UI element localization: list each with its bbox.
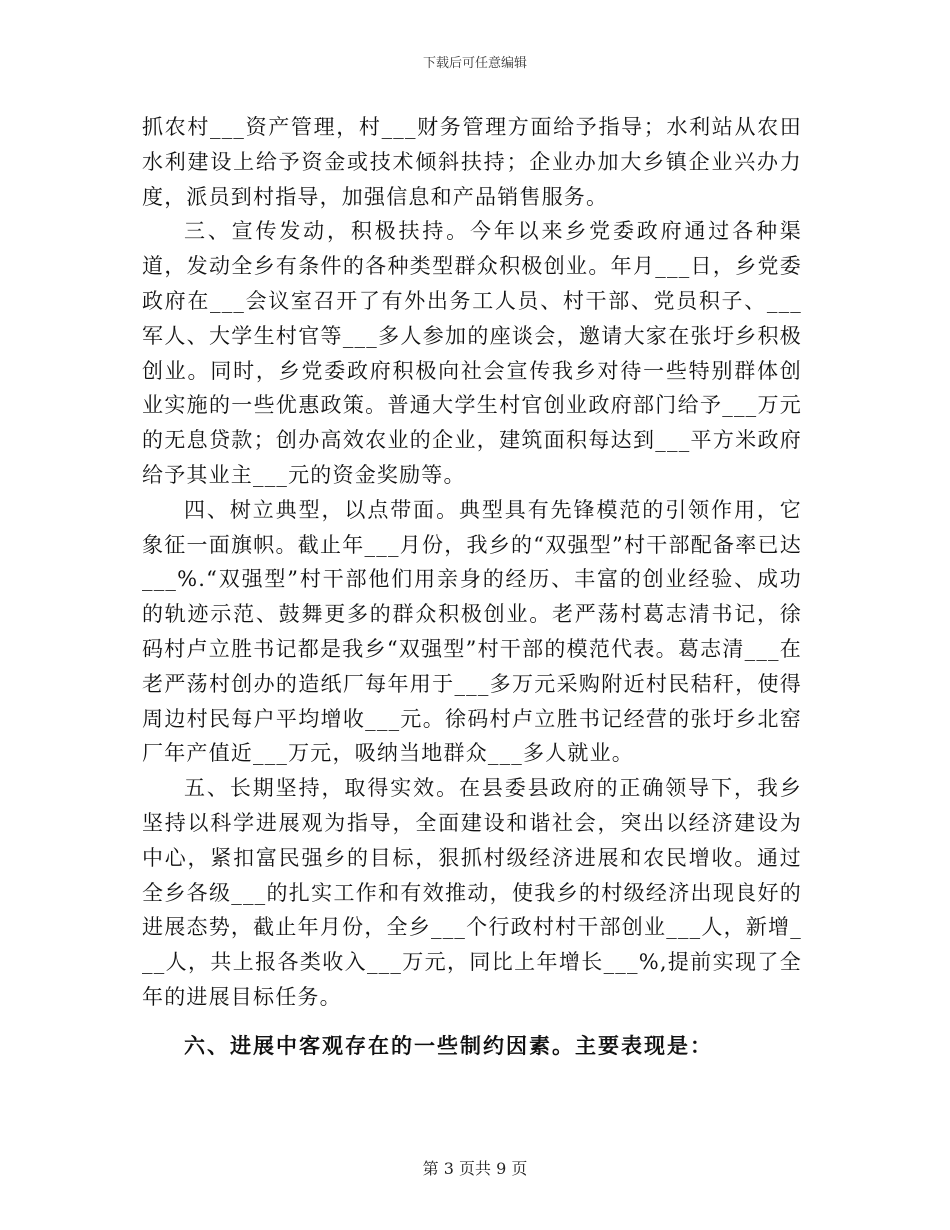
paragraph-continuation: 抓农村___资产管理，村___财务管理方面给予指导；水利站从农田水利建设上给予资金或技术倾斜扶持；企业办加大乡镇企业兴办力度，派员到村指导，加强信息和产品销售服务。 xyxy=(142,115,802,209)
document-body xyxy=(142,110,802,1064)
paragraph-section-5: 五、长期坚持，取得实效。在县委县政府的正确领导下，我乡坚持以科学进展观为指导，全面建设和谐社会，突出以经济建设为中心，紧扣富民强乡的目标，狠抓村级经济进展和农民增收。通过全乡各级___的扎实工作和有效推动，使我乡的村级经济出现良好的进展态势，截止年月份，全乡___个行政村村干部创业___人，新增___人，共上报各类收入___万元，同比上年增长___%,提前实现了全年的进展目标任务。 xyxy=(142,776,802,1009)
page-header: 下载后可任意编辑 xyxy=(422,56,527,71)
paragraph-section-3: 三、宣传发动，积极扶持。今年以来乡党委政府通过各种渠道，发动全乡有条件的各种类型群众积极创业。年月___日，乡党委政府在___会议室召开了有外出务工人员、村干部、党员积子、___军人、大学生村官等___多人参加的座谈会，邀请大家在张圩乡积极创业。同时，乡党委政府积极向社会宣传我乡对待一些特别群体创业实施的一些优惠政策。普通大学生村官创业政府部门给予___万元的无息贷款；创办高效农业的企业，建筑面积每达到___平方米政府给予其业主___元的资金奖励等。 xyxy=(142,219,802,487)
section-heading-6: 六、进展中客观存在的一些制约因素。主要表现是： xyxy=(184,1032,713,1058)
page-footer: 第 3 页共 9 页 xyxy=(422,1159,528,1178)
paragraph-section-4: 四、树立典型，以点带面。典型具有先锋模范的引领作用，它象征一面旗帜。截止年___月份，我乡的“双强型”村干部配备率已达___%.“双强型”村干部他们用亲身的经历、丰富的创业经验、成功的轨迹示范、鼓舞更多的群众积极创业。老严荡村葛志清书记，徐码村卢立胜书记都是我乡“双强型”村干部的模范代表。葛志清___在老严荡村创办的造纸厂每年用于___多万元采购附近村民秸秆，使得周边村民每户平均增收___元。徐码村卢立胜书记经营的张圩乡北窑厂年产值近___万元，吸纳当地群众___多人就业。 xyxy=(142,497,802,766)
